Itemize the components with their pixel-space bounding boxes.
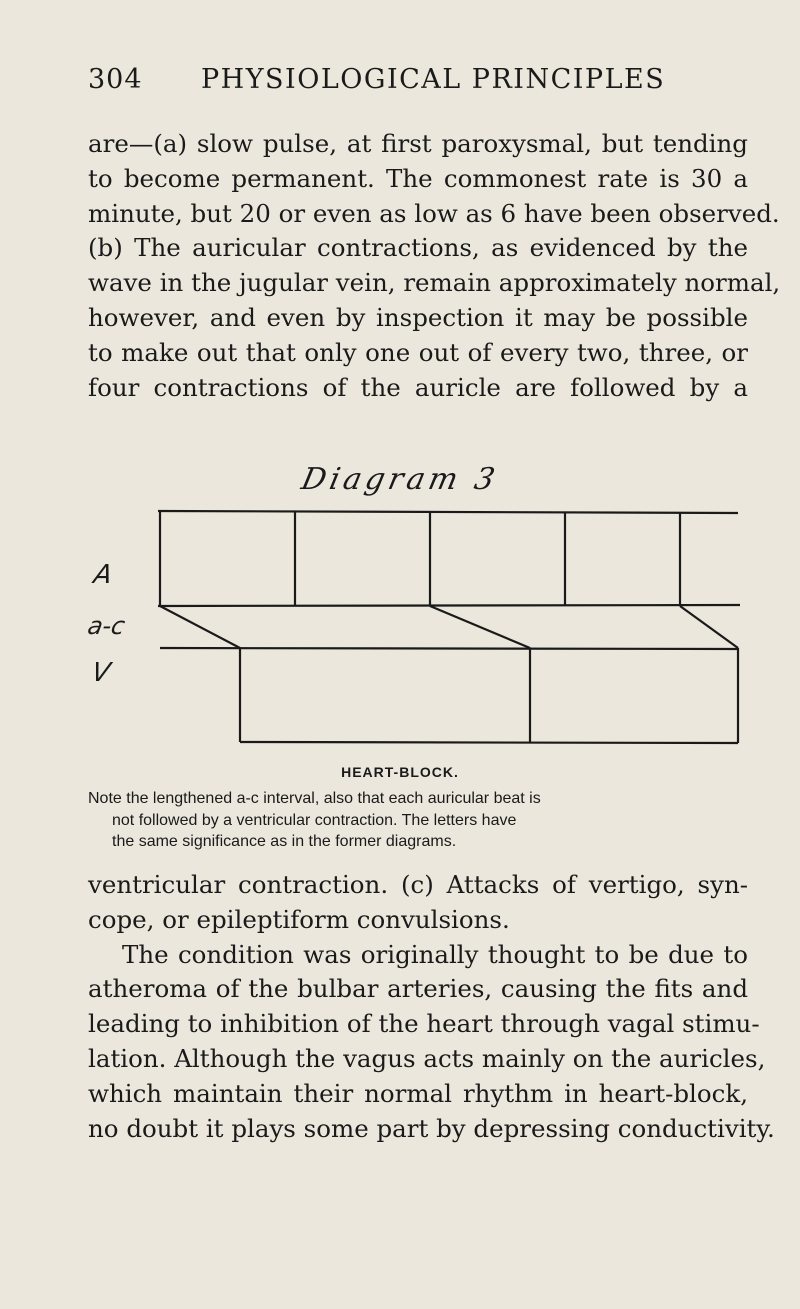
- text-line: wave in the jugular vein, remain approximately normal,: [88, 268, 781, 298]
- text-line: The condition was originally thought to be due to: [122, 939, 748, 969]
- ac-top-line: [158, 605, 740, 606]
- diagram-caption: [88, 788, 768, 853]
- text-line: (b) The auricular contractions, as evidenced by the: [88, 233, 748, 263]
- text-line: which maintain their normal rhythm in heart-block,: [88, 1078, 748, 1108]
- text-line: no doubt it plays some part by depressing conductivity.: [88, 1113, 775, 1143]
- row-label-ac-interval: a-c: [85, 612, 128, 640]
- text-line: however, and even by inspection it may be possible: [88, 302, 748, 332]
- text-line: atheroma of the bulbar arteries, causing the fits and: [88, 974, 748, 1004]
- page-header-title: PHYSIOLOGICAL PRINCIPLES: [201, 64, 666, 95]
- text-line: minute, but 20 or even as low as 6 have been observed.: [88, 198, 780, 228]
- text-line: four contractions of the auricle are followed by a: [88, 372, 748, 402]
- text-line: ventricular contraction. (c) Attacks of vertigo, syn-: [88, 870, 748, 899]
- ac-conduction-1: [160, 606, 240, 648]
- row-label-auricle: A: [91, 560, 115, 590]
- text-line: cope, or epileptiform convulsions.: [88, 904, 510, 934]
- auricle-baseline: [158, 511, 738, 513]
- caption-line: the same significance as in the former diagrams.: [112, 833, 457, 850]
- caption-line: Note the lengthened a-c interval, also that each auricular beat is: [88, 790, 541, 807]
- diagram-caption-heading: HEART-BLOCK.: [341, 764, 459, 780]
- ac-conduction-2: [430, 606, 530, 648]
- ventricle-baseline: [240, 742, 738, 743]
- diagram-title: Diagram 3: [298, 462, 502, 497]
- caption-line: not followed by a ventricular contraction. The letters have: [112, 811, 517, 829]
- paragraph-bottom: [88, 868, 775, 1146]
- ac-conduction-3: [680, 606, 738, 648]
- page-number: 304: [88, 64, 143, 95]
- text-line: to make out that only one out of every two, three, or: [88, 337, 748, 367]
- text-line: lation. Although the vagus acts mainly on the auricles,: [88, 1043, 766, 1073]
- text-line: to become permanent. The commonest rate is 30 a: [88, 163, 748, 193]
- ventricle-top-line: [160, 648, 738, 649]
- text-line: are—(a) slow pulse, at first paroxysmal, but tending: [88, 129, 748, 158]
- text-line: leading to inhibition of the heart through vagal stimu-: [88, 1009, 760, 1039]
- paragraph-top: [88, 127, 781, 405]
- row-label-ventricle: V: [89, 658, 113, 688]
